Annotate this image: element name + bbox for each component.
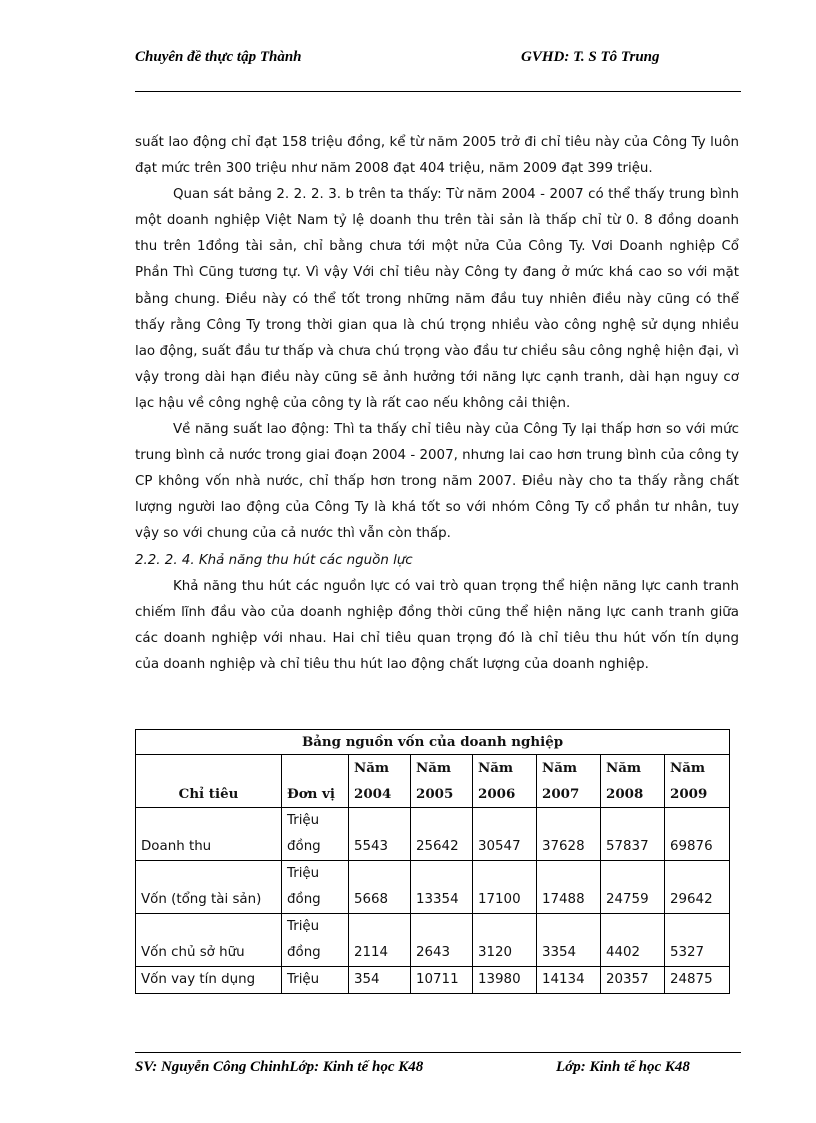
table-cell: 24759 <box>601 861 665 914</box>
table-cell: Vốn vay tín dụng <box>136 967 282 994</box>
table-cell: Triệu <box>282 967 349 994</box>
table-cell: 37628 <box>537 808 601 861</box>
header-cell: Năm 2005 <box>411 755 473 808</box>
table-header-row <box>136 755 730 808</box>
header-cell: Đơn vị <box>282 755 349 808</box>
table-cell: 25642 <box>411 808 473 861</box>
table-row <box>136 967 730 994</box>
footer-student: SV: Nguyễn Công ChinhLớp: Kinh tế học K48 <box>135 1059 424 1075</box>
header-cell: Chỉ tiêu <box>136 755 282 808</box>
table-cell: 5543 <box>349 808 411 861</box>
footer-divider <box>135 1052 741 1053</box>
header-cell: Năm 2008 <box>601 755 665 808</box>
table-cell: 57837 <box>601 808 665 861</box>
paragraph-3: Về năng suất lao động: Thì ta thấy chỉ tiêu này của Công Ty lại thấp hơn so với mức trung bình cả nước trong giai đoạn 2004 - 2007, nhưng lai cao hơn trung bình của công ty CP không vốn nhà nước, chỉ thấp hơn trong năm 2007. Điều này cho ta thấy rằng chất lượng người lao động của Công Ty là khá tốt so với nhóm Công Ty cổ phần tư nhân, tuy vậy so với chung của cả nước thì vẫn còn thấp. <box>135 422 739 542</box>
table-cell: Triệu đồng <box>282 861 349 914</box>
capital-sources-table <box>135 729 730 994</box>
table-cell: 24875 <box>665 967 730 994</box>
table-cell: 29642 <box>665 861 730 914</box>
table-cell: 20357 <box>601 967 665 994</box>
table-cell: Triệu đồng <box>282 914 349 967</box>
table-cell: Triệu đồng <box>282 808 349 861</box>
table-cell: 13354 <box>411 861 473 914</box>
table-caption: Bảng nguồn vốn của doanh nghiệp <box>136 730 730 755</box>
table-row <box>136 861 730 914</box>
table-row <box>136 808 730 861</box>
table-cell: 17100 <box>473 861 537 914</box>
table-cell: 17488 <box>537 861 601 914</box>
table-cell: 5327 <box>665 914 730 967</box>
header-left-title: Chuyên đề thực tập Thành <box>135 49 302 65</box>
table-cell: 354 <box>349 967 411 994</box>
footer-class: Lớp: Kinh tế học K48 <box>556 1059 690 1075</box>
paragraph-4: Khả năng thu hút các nguồn lực có vai trò quan trọng thể hiện năng lực canh tranh chiếm lĩnh đầu vào của doanh nghiệp đồng thời cũng thể hiện năng lực canh tranh giữa các doanh nghiệp với nhau. Hai chỉ tiêu quan trọng đó là chỉ tiêu thu hút vốn tín dụng của doanh nghiệp và chỉ tiêu thu hút lao động chất lượng của doanh nghiệp. <box>135 578 739 672</box>
paragraph-2: Quan sát bảng 2. 2. 2. 3. b trên ta thấy: Từ năm 2004 - 2007 có thể thấy trung bình một doanh nghiệp Việt Nam tỷ lệ doanh thu trên tài sản là thấp chỉ từ 0. 8 đồng doanh thu trên 1đồng tài sản, chỉ bằng chưa tới một nửa Của Công Ty. Vơi Doanh nghiệp Cổ Phần Thì Cũng tương tự. Vì vậy Với chỉ tiêu này Công ty đang ở mức khá cao so với mặt bằng chung. Điều này có thể tốt trong những năm đầu tuy nhiên điều này cũng có thể thấy rằng Công Ty trong thời gian qua là chú trọng nhiều vào công nghệ sử dụng nhiều lao động, suất đầu tư thấp và chưa chú trọng vào đầu tư chiều sâu công nghệ hiện đại, vì vậy trong dài hạn điều này cũng sẽ ảnh hưởng tới năng lực cạnh tranh, dài hạn nguy cơ lạc hậu về công nghệ của công ty là rất cao nếu không cải thiện. <box>135 187 739 411</box>
table-cell: 10711 <box>411 967 473 994</box>
section-heading: 2.2. 2. 4. Khả năng thu hút các nguồn lực <box>135 552 413 568</box>
table-cell: 4402 <box>601 914 665 967</box>
paragraph-1: suất lao động chỉ đạt 158 triệu đồng, kể từ năm 2005 trở đi chỉ tiêu này của Công Ty luôn đạt mức trên 300 triệu như năm 2008 đạt 404 triệu, năm 2009 đạt 399 triệu. <box>135 135 739 177</box>
table-cell: 14134 <box>537 967 601 994</box>
header-divider <box>135 91 741 92</box>
table-cell: 3120 <box>473 914 537 967</box>
table-row <box>136 914 730 967</box>
header-cell: Năm 2004 <box>349 755 411 808</box>
table-cell: 13980 <box>473 967 537 994</box>
document-body <box>135 130 739 678</box>
header-cell: Năm 2009 <box>665 755 730 808</box>
table-cell: 3354 <box>537 914 601 967</box>
header-cell: Năm 2007 <box>537 755 601 808</box>
table-cell: Vốn (tổng tài sản) <box>136 861 282 914</box>
table-cell: Vốn chủ sở hữu <box>136 914 282 967</box>
table-cell: Doanh thu <box>136 808 282 861</box>
header-right-instructor: GVHD: T. S Tô Trung <box>521 49 660 65</box>
table-cell: 30547 <box>473 808 537 861</box>
table-cell: 2643 <box>411 914 473 967</box>
table-cell: 69876 <box>665 808 730 861</box>
table-cell: 2114 <box>349 914 411 967</box>
header-cell: Năm 2006 <box>473 755 537 808</box>
table-cell: 5668 <box>349 861 411 914</box>
